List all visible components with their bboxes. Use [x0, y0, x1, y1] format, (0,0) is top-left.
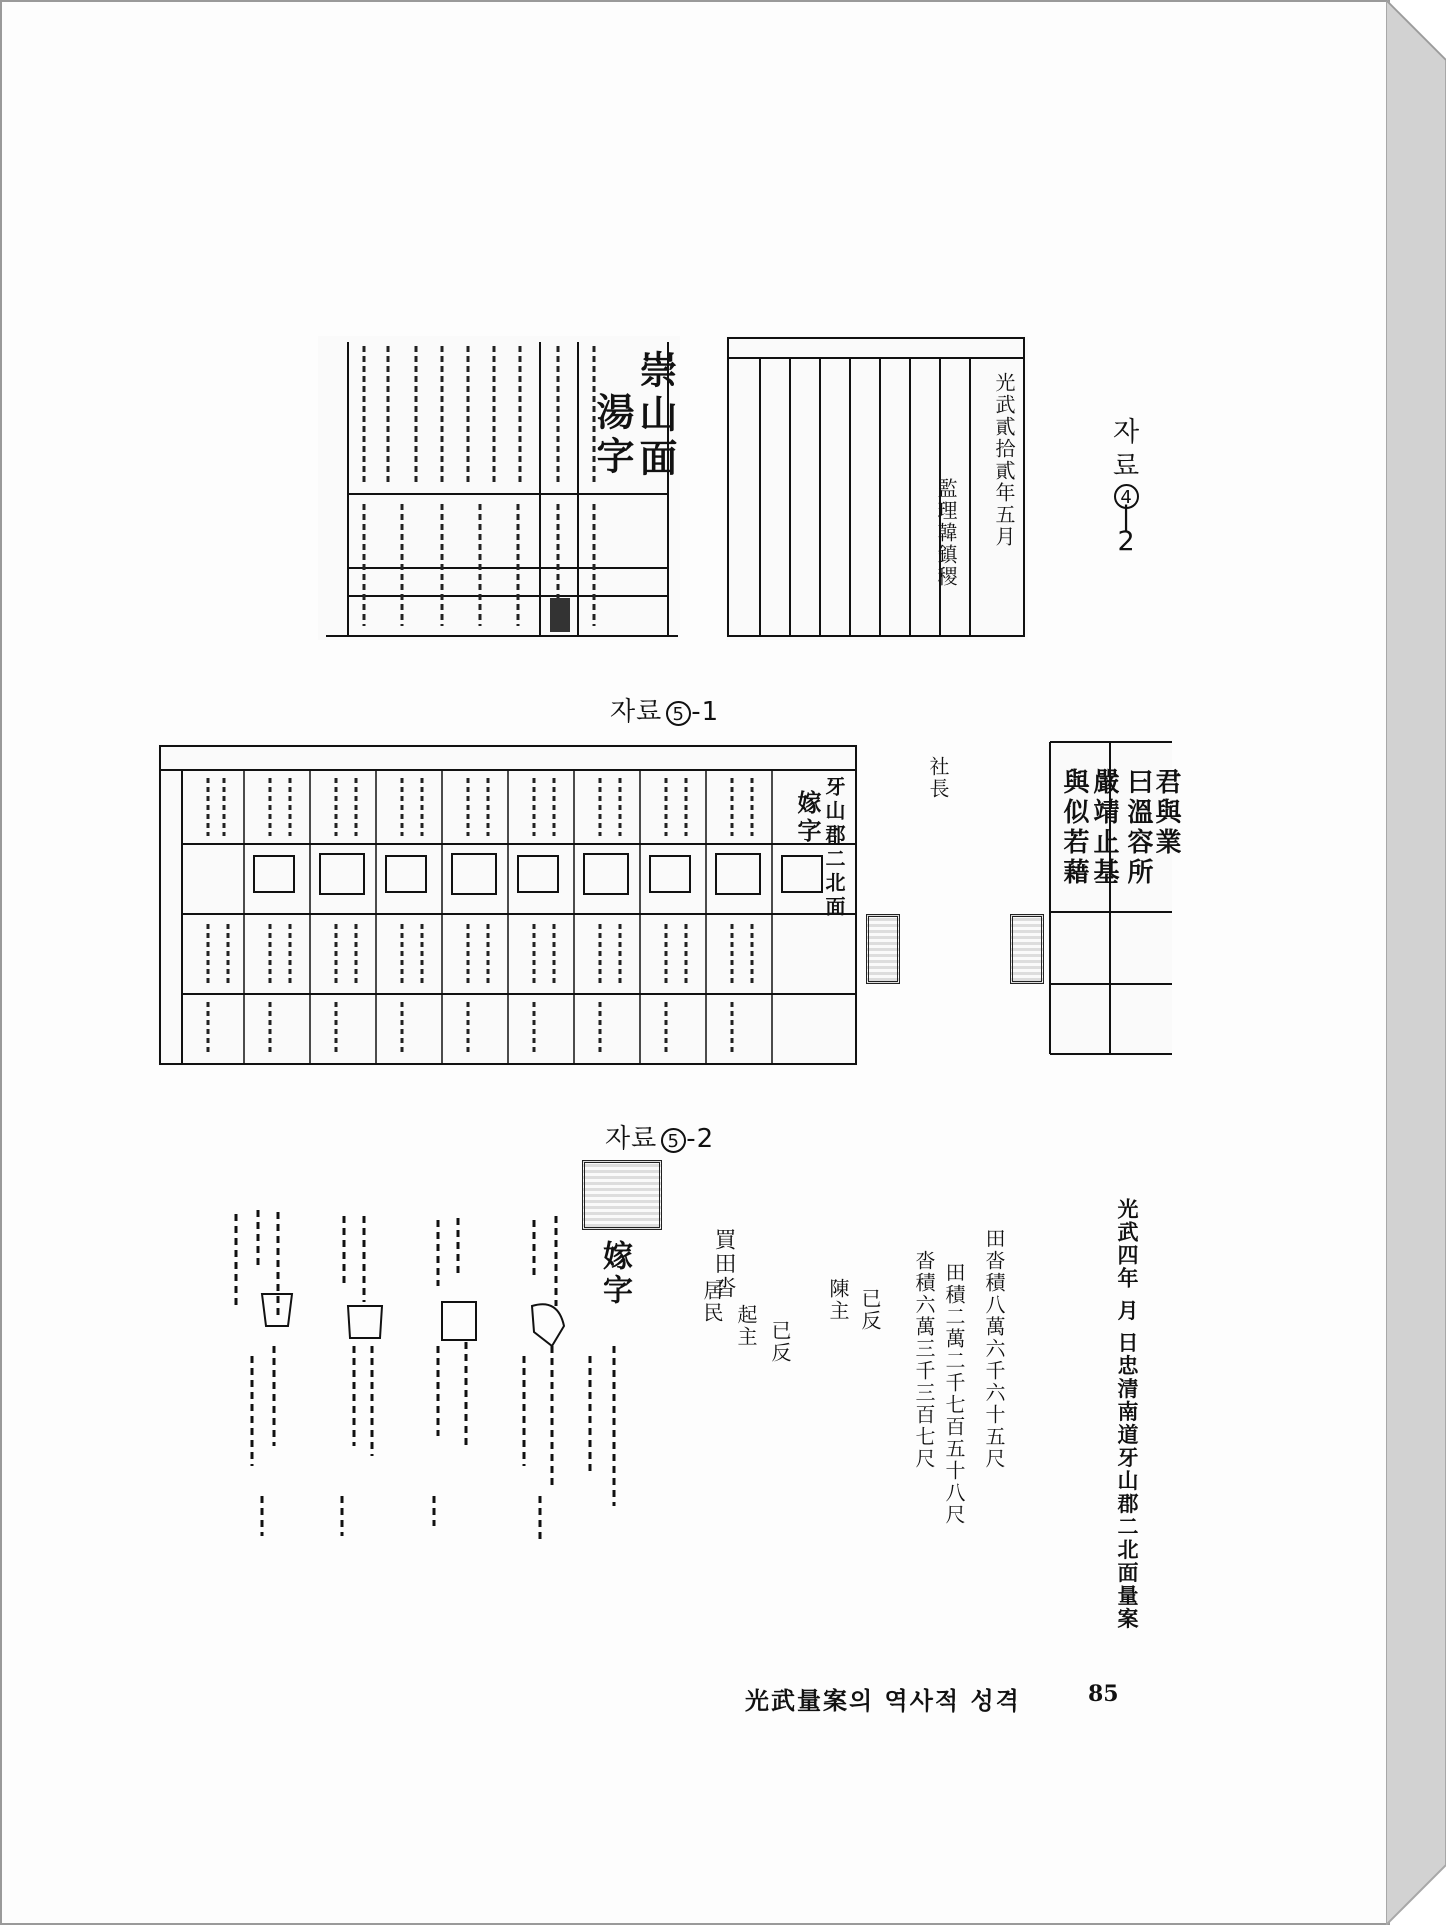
doc4-right-heading: 光武貳拾貳年五月: [992, 372, 1016, 548]
doc51-right-col-4: 與似若藉: [1059, 768, 1089, 888]
doc52-line-7: 已反: [768, 1320, 792, 1364]
caption-4-2: [1113, 416, 1139, 558]
doc51-right-col-3: 嚴靖止基: [1089, 768, 1119, 888]
caption-4-2-prefix-1: 자: [1113, 417, 1140, 448]
page-edge-shadow: [1386, 0, 1446, 1925]
side-seal-right: [1010, 914, 1044, 984]
doc4-left-title-1: 崇山面: [633, 350, 678, 482]
document-5-2-handwriting: [222, 1206, 662, 1546]
caption-4-2-suffix: 2: [1117, 525, 1135, 557]
caption-4-2-number: 4: [1114, 484, 1139, 509]
land-register-grid: [158, 744, 858, 1066]
footer-running-title: 光武量案의 역사적 성격: [745, 1686, 1021, 1715]
doc52-date-title: 光武四年 月 日忠清南道牙山郡二北面量案: [1115, 1198, 1140, 1631]
doc52-line-5: 已反: [858, 1288, 882, 1332]
caption-5-2-suffix: -2: [686, 1124, 715, 1154]
doc52-line-4: 沓積六萬三千三百七尺: [912, 1250, 936, 1470]
document-4-2-left-scan: [318, 336, 680, 640]
doc52-line-10: 居民: [700, 1280, 724, 1324]
signature-page-lines: [726, 336, 1028, 640]
doc51-side-text: 社長: [926, 756, 950, 800]
caption-5-1-suffix: -1: [691, 697, 720, 727]
caption-5-1-number: 5: [666, 701, 691, 726]
doc52-line-11: 嫁字: [597, 1240, 632, 1308]
doc51-title: 牙山郡二北面: [822, 776, 846, 920]
page-number: 85: [1088, 1681, 1119, 1707]
doc52-line-3: 田積二萬二千七百五十八尺: [942, 1262, 966, 1526]
doc52-line-9: 買田沓: [711, 1228, 736, 1300]
caption-5-2: [605, 1118, 714, 1155]
caption-4-2-prefix-2: 료: [1113, 450, 1140, 482]
doc52-line-8: 起主: [734, 1304, 758, 1348]
caption-5-2-prefix: 자료: [605, 1124, 658, 1154]
ledger-table-lines: [318, 336, 680, 640]
side-seal-left: [866, 914, 900, 984]
document-5-1-main-scan: [158, 744, 858, 1066]
doc4-left-title-2: 湯字: [590, 392, 635, 480]
doc52-line-2: 田沓積八萬六千六十五尺: [982, 1228, 1006, 1470]
caption-5-1-prefix: 자료: [610, 697, 663, 727]
doc51-right-col-2: 曰溫容所: [1123, 768, 1153, 888]
handwritten-columns: [222, 1206, 662, 1546]
doc51-subtitle: 嫁字: [793, 790, 822, 846]
caption-5-2-number: 5: [661, 1128, 686, 1153]
doc51-right-col-1: 君與業: [1151, 768, 1181, 858]
doc4-right-signature: 監理韓鎮稷: [934, 478, 958, 588]
doc52-line-6: 陳主: [826, 1278, 850, 1322]
caption-4-2-dash: |: [1121, 500, 1131, 532]
document-4-2-right-scan: [726, 336, 1028, 640]
caption-5-1: [610, 691, 719, 728]
